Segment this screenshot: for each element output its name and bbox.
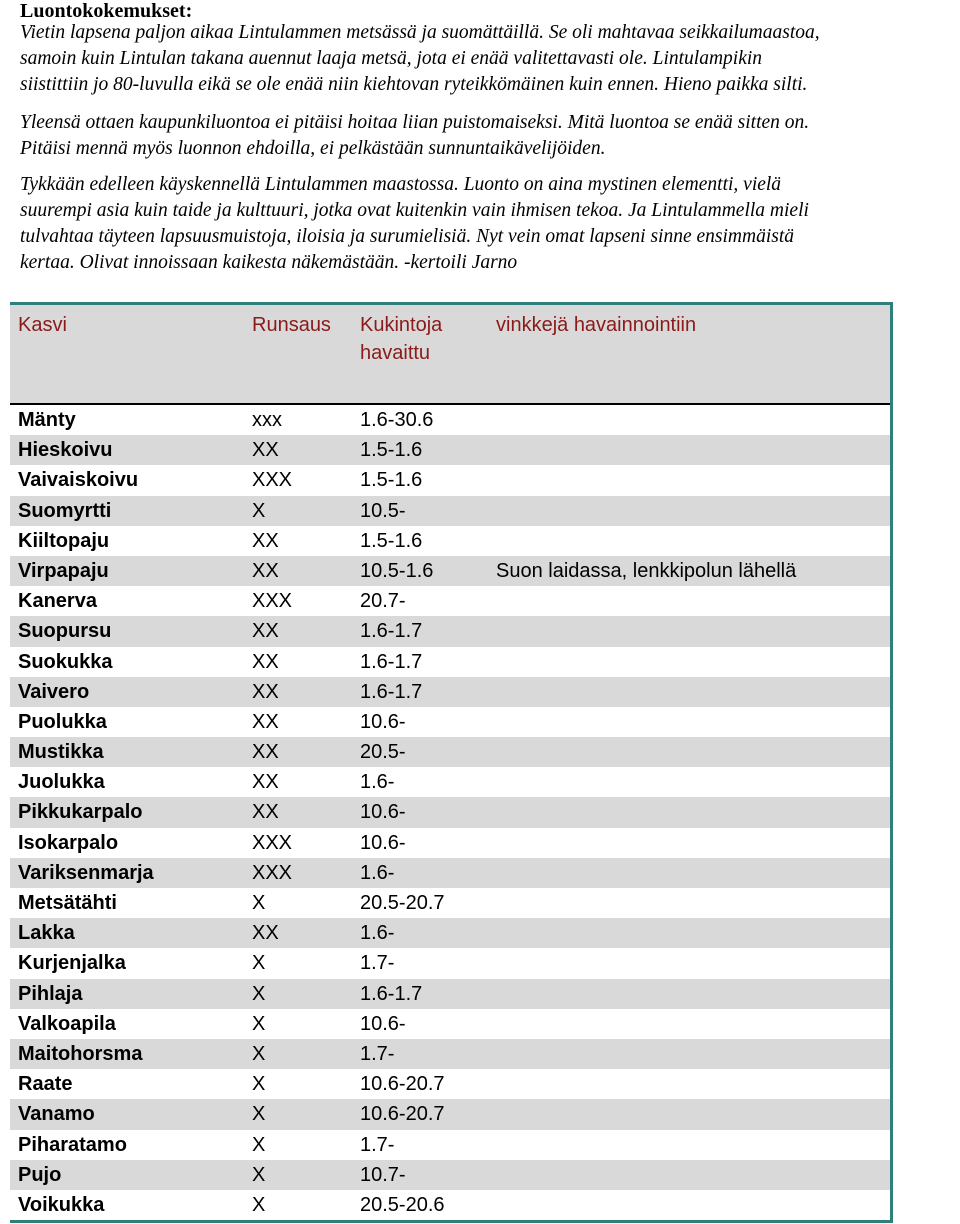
table-row bbox=[10, 1190, 890, 1220]
paragraph-line: siistittiin jo 80-luvulla eikä se ole enää niin kiehtovan ryteikkömäinen kuin ennen. Hieno paikka silti. bbox=[20, 74, 808, 95]
plant-name-cell: Suopursu bbox=[18, 620, 112, 643]
bloom-cell: 1.6-1.7 bbox=[360, 650, 423, 673]
abundance-cell: X bbox=[252, 952, 266, 975]
table-row bbox=[10, 526, 890, 556]
plant-name-cell: Virpapaju bbox=[18, 559, 109, 582]
plant-name-cell: Mustikka bbox=[18, 741, 104, 764]
plant-name-cell: Pujo bbox=[18, 1163, 62, 1186]
plant-table bbox=[10, 302, 893, 1223]
bloom-cell: 1.6-30.6 bbox=[360, 409, 434, 431]
table-row bbox=[10, 737, 890, 767]
bloom-cell: 1.6-1.7 bbox=[360, 680, 423, 703]
plant-name-cell: Vaivaiskoivu bbox=[18, 469, 139, 492]
tip-cell: Suon laidassa, lenkkipolun lähellä bbox=[496, 559, 797, 582]
table-row bbox=[10, 828, 890, 858]
bloom-cell: 1.6-1.7 bbox=[360, 620, 423, 643]
abundance-cell: XX bbox=[252, 529, 279, 552]
plant-name-cell: Kiiltopaju bbox=[18, 529, 110, 552]
bloom-cell: 10.6-20.7 bbox=[360, 1103, 445, 1126]
bloom-cell: 20.5- bbox=[360, 741, 406, 764]
paragraph-line: Yleensä ottaen kaupunkiluontoa ei pitäisi hoitaa liian puistomaiseksi. Mitä luontoa se enää sitten on. bbox=[20, 112, 810, 133]
plant-name-cell: Suokukka bbox=[18, 650, 113, 673]
abundance-cell: XX bbox=[252, 559, 279, 582]
page-heading: Luontokokemukset: bbox=[20, 0, 193, 22]
paragraph-line: Tykkään edelleen käyskennellä Lintulammen maastossa. Luonto on aina mystinen elementti, vielä bbox=[20, 174, 782, 195]
plant-name-cell: Puolukka bbox=[18, 710, 107, 733]
abundance-cell: X bbox=[252, 1073, 266, 1096]
table-row bbox=[10, 496, 890, 526]
table-row bbox=[10, 677, 890, 707]
bloom-cell: 1.7- bbox=[360, 952, 395, 975]
table-row bbox=[10, 888, 890, 918]
abundance-cell: xxx bbox=[252, 409, 282, 431]
plant-name-cell: Voikukka bbox=[18, 1193, 105, 1216]
table-row bbox=[10, 797, 890, 827]
table-row bbox=[10, 948, 890, 978]
plant-name-cell: Vanamo bbox=[18, 1103, 95, 1126]
bloom-cell: 1.5-1.6 bbox=[360, 439, 423, 462]
paragraph-line: samoin kuin Lintulan takana auennut laaja metsä, jota ei enää valitettavasti ole. Lintulampikin bbox=[20, 48, 763, 69]
table-row bbox=[10, 556, 890, 586]
paragraph-line: Pitäisi mennä myös luonnon ehdoilla, ei pelkästään sunnuntaikävelijöiden. bbox=[20, 138, 606, 159]
bloom-cell: 10.5- bbox=[360, 499, 406, 522]
bloom-cell: 10.6- bbox=[360, 1012, 406, 1035]
abundance-cell: XX bbox=[252, 741, 279, 764]
bloom-cell: 1.6-1.7 bbox=[360, 982, 423, 1005]
plant-name-cell: Valkoapila bbox=[18, 1012, 116, 1035]
plant-name-cell: Maitohorsma bbox=[18, 1042, 143, 1065]
table-row bbox=[10, 918, 890, 948]
bloom-cell: 1.6- bbox=[360, 922, 395, 945]
bloom-cell: 20.5-20.7 bbox=[360, 892, 445, 914]
table-row bbox=[10, 586, 890, 616]
table-row bbox=[10, 465, 890, 495]
abundance-cell: X bbox=[252, 982, 266, 1005]
table-row bbox=[10, 979, 890, 1009]
plant-name-cell: Isokarpalo bbox=[18, 831, 119, 854]
bloom-cell: 1.7- bbox=[360, 1133, 395, 1156]
plant-name-cell: Kurjenjalka bbox=[18, 952, 126, 975]
plant-name-cell: Pikkukarpalo bbox=[18, 801, 143, 824]
plant-name-cell: Juolukka bbox=[18, 771, 105, 794]
plant-name-cell: Mänty bbox=[18, 409, 76, 431]
plant-name-cell: Variksenmarja bbox=[18, 861, 154, 884]
bloom-cell: 10.6-20.7 bbox=[360, 1073, 445, 1096]
abundance-cell: XXX bbox=[252, 831, 293, 854]
bloom-cell: 1.7- bbox=[360, 1042, 395, 1065]
table-row bbox=[10, 767, 890, 797]
paragraph-2 bbox=[20, 110, 956, 162]
table-row bbox=[10, 1009, 890, 1039]
table-row bbox=[10, 858, 890, 888]
table-row bbox=[10, 707, 890, 737]
bloom-cell: 20.5-20.6 bbox=[360, 1193, 445, 1216]
header-vinkkeja: vinkkejä havainnointiin bbox=[496, 314, 697, 336]
plant-name-cell: Kanerva bbox=[18, 590, 97, 613]
abundance-cell: XX bbox=[252, 922, 279, 945]
plant-name-cell: Piharatamo bbox=[18, 1133, 127, 1156]
abundance-cell: XX bbox=[252, 620, 279, 643]
abundance-cell: XXX bbox=[252, 590, 293, 613]
paragraph-line: kertaa. Olivat innoissaan kaikesta näkemästään. -kertoili Jarno bbox=[20, 252, 518, 273]
abundance-cell: X bbox=[252, 1133, 266, 1156]
bloom-cell: 1.5-1.6 bbox=[360, 529, 423, 552]
abundance-cell: XX bbox=[252, 801, 279, 824]
paragraph-line: suurempi asia kuin taide ja kulttuuri, jotka ovat kuitenkin vain ihmisen tekoa. Ja Lintulammella mieli bbox=[20, 200, 809, 221]
bloom-cell: 10.6- bbox=[360, 801, 406, 824]
abundance-cell: X bbox=[252, 1042, 266, 1065]
bloom-cell: 10.6- bbox=[360, 710, 406, 733]
table-row bbox=[10, 1130, 890, 1160]
table-row bbox=[10, 647, 890, 677]
plant-name-cell: Metsätähti bbox=[18, 892, 117, 914]
abundance-cell: XX bbox=[252, 650, 279, 673]
table-row bbox=[10, 1069, 890, 1099]
paragraph-line: tulvahtaa täyteen lapsuusmuistoja, iloisia ja surumielisiä. Nyt vein omat lapseni sinne ensimmäistä bbox=[20, 226, 795, 247]
abundance-cell: XX bbox=[252, 439, 279, 462]
bloom-cell: 1.6- bbox=[360, 771, 395, 794]
header-runsaus: Runsaus bbox=[252, 314, 331, 336]
abundance-cell: X bbox=[252, 1012, 266, 1035]
table-row bbox=[10, 616, 890, 646]
table-row bbox=[10, 405, 890, 435]
abundance-cell: X bbox=[252, 1193, 266, 1216]
plant-name-cell: Suomyrtti bbox=[18, 499, 112, 522]
plant-name-cell: Vaivero bbox=[18, 680, 90, 703]
paragraph-1 bbox=[20, 20, 956, 98]
bloom-cell: 10.6- bbox=[360, 831, 406, 854]
abundance-cell: X bbox=[252, 1163, 266, 1186]
bloom-cell: 10.7- bbox=[360, 1163, 406, 1186]
plant-name-cell: Lakka bbox=[18, 922, 75, 945]
paragraph-line: Vietin lapsena paljon aikaa Lintulammen metsässä ja suomättäillä. Se oli mahtavaa seikkailumaastoa, bbox=[20, 22, 820, 43]
table-header bbox=[10, 305, 890, 405]
abundance-cell: XXX bbox=[252, 469, 293, 492]
plant-name-cell: Raate bbox=[18, 1073, 73, 1096]
paragraph-3 bbox=[20, 172, 956, 276]
plant-name-cell: Hieskoivu bbox=[18, 439, 113, 462]
header-kukintoja: Kukintoja havaittu bbox=[360, 314, 443, 364]
bloom-cell: 10.5-1.6 bbox=[360, 559, 434, 582]
abundance-cell: X bbox=[252, 892, 266, 914]
plant-name-cell: Pihlaja bbox=[18, 982, 83, 1005]
abundance-cell: XX bbox=[252, 680, 279, 703]
abundance-cell: XX bbox=[252, 771, 279, 794]
table-row bbox=[10, 1039, 890, 1069]
abundance-cell: X bbox=[252, 499, 266, 522]
table-row bbox=[10, 435, 890, 465]
abundance-cell: XX bbox=[252, 710, 279, 733]
table-body bbox=[10, 405, 890, 1220]
abundance-cell: X bbox=[252, 1103, 266, 1126]
bloom-cell: 1.5-1.6 bbox=[360, 469, 423, 492]
header-kasvi: Kasvi bbox=[18, 314, 67, 336]
abundance-cell: XXX bbox=[252, 861, 293, 884]
bloom-cell: 20.7- bbox=[360, 590, 406, 613]
table-row bbox=[10, 1099, 890, 1129]
table-row bbox=[10, 1160, 890, 1190]
bloom-cell: 1.6- bbox=[360, 861, 395, 884]
